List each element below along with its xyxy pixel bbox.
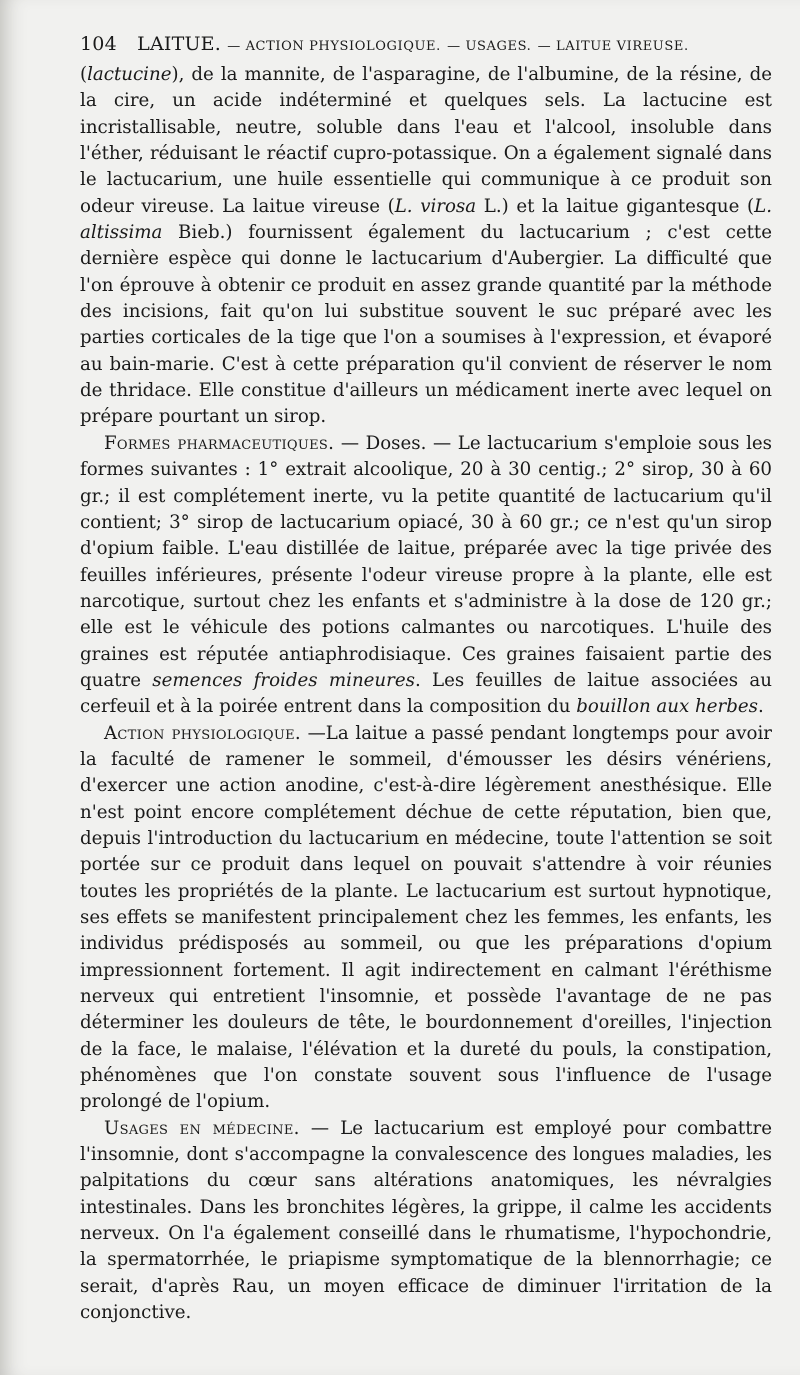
text-run: L.) et la laitue gigantesque ( [476, 195, 755, 217]
text-run: ), de la mannite, de l'asparagine, de l'albumine, de la résine, de la cire, un acide indéterminé et quelques sels. La lactucine est incristallisable, neutre, soluble dans l'eau et l'alcool, insoluble dans l'éther, réduisant le réactif cupro-potassique. On a également signalé dans le lactucarium, une huile essentielle qui communique à ce produit son odeur vireuse. La laitue vireuse ( [80, 64, 772, 217]
text-run: . Les feuilles de laitue associées au cerfeuil et à la poirée entrent dans la composition du [80, 669, 772, 718]
header-section-usages: USAGES. [465, 39, 532, 54]
header-section-laitue-vireuse: LAITUE VIREUSE. [555, 39, 689, 54]
page-body [80, 62, 772, 1327]
header-sep-2: — [447, 39, 466, 54]
header-sep-3: — [537, 39, 556, 54]
section-heading: Doses. [365, 432, 427, 454]
text-run: ( [80, 64, 88, 85]
paragraph-usages-en-medecine [80, 1116, 772, 1327]
section-heading: Formes pharmaceutiques. [104, 432, 335, 454]
text-run: . [757, 696, 764, 718]
section-heading: Usages en médecine. [104, 1117, 300, 1139]
text-run: — [334, 432, 366, 454]
text-run: —La laitue a passé pendant longtemps pour avoir la faculté de ramener le sommeil, d'émousser les désirs vénériens, d'exercer une action anodine, c'est-à-dire légèrement anesthésique. Elle n'est point encore complétement déchue de cette réputation, bien que, depuis l'introduction du lactucarium en médecine, toute l'attention se soit portée sur ce produit dans lequel on pouvait s'attendre à voir réunies toutes les propriétés de la plante. Le lactucarium est surtout hypnotique, ses effets se manifestent principalement chez les femmes, les enfants, les individus prédisposés au sommeil, ou que les préparations d'opium impressionnent fortement. Il agit indirectement en calmant l'éréthisme nerveux qui entretient l'insomnie, et possède l'avantage de ne pas déterminer les douleurs de tête, le bourdonnement d'oreilles, l'injection de la face, le malaise, l'élévation et la dureté du pouls, la constipation, phénomènes que l'on constate souvent sous l'influence de l'usage prolongé de l'opium. [80, 722, 772, 1113]
italic-term: lactucine [87, 64, 172, 85]
text-run: — Le lactucarium est employé pour combattre l'insomnie, dont s'accompagne la convalescence des longues maladies, les palpitations du cœur sans altérations anatomiques, les névralgies intestinales. Dans les bronchites légères, la grippe, il calme les accidents nerveux. On l'a également conseillé dans le rhumatisme, l'hypochondrie, la spermatorrhée, le priapisme symptomatique de la blennorrhagie; ce serait, d'après Rau, un moyen efficace de diminuer l'irritation de la conjonctive. [80, 1117, 772, 1324]
page-number: 104 [80, 33, 117, 55]
header-title: LAITUE. [137, 33, 221, 55]
header-section-action: ACTION PHYSIOLOGIQUE. [245, 39, 441, 54]
paragraph-formes-pharmaceutiques [80, 431, 772, 721]
italic-term: L. virosa [394, 195, 477, 217]
running-header [80, 33, 770, 59]
italic-term: bouillon aux herbes [576, 696, 758, 718]
paragraph-action-physiologique [80, 721, 772, 1116]
header-sep-1: — [227, 39, 246, 54]
text-run: — Le lactucarium s'emploie sous les formes suivantes : 1° extrait alcoolique, 20 à 30 centig.; 2° sirop, 30 à 60 gr.; il est complétement inerte, vu la petite quantité de lactucarium qu'il contient; 3° sirop de lactucarium opiacé, 30 à 60 gr.; ce n'est qu'un sirop d'opium faible. L'eau distillée de laitue, préparée avec la tige privée des feuilles inférieures, présente l'odeur vireuse propre à la plante, elle est narcotique, surtout chez les enfants et s'administre à la dose de 120 gr.; elle est le véhicule des potions calmantes ou narcotiques. L'huile des graines est réputée antiaphrodisiaque. Ces graines faisaient partie des quatre [80, 432, 772, 691]
text-run: Bieb.) fournissent également du lactucarium ; c'est cette dernière espèce qui donne le lactucarium d'Aubergier. La difficulté que l'on éprouve à obtenir ce produit en assez grande quantité par la méthode des incisions, fait qu'on lui substitue souvent le suc préparé avec les parties corticales de la tige que l'on a soumises à l'expression, et évaporé au bain-marie. C'est à cette préparation qu'il convient de réserver le nom de thridace. Elle constitue d'ailleurs un médicament inerte avec lequel on prépare pourtant un sirop. [80, 222, 772, 428]
italic-term: semences froides mineures [152, 669, 415, 691]
paragraph-composition [80, 62, 772, 431]
section-heading: Action physiologique. [104, 722, 301, 744]
italic-term: L. altissima [80, 195, 772, 244]
